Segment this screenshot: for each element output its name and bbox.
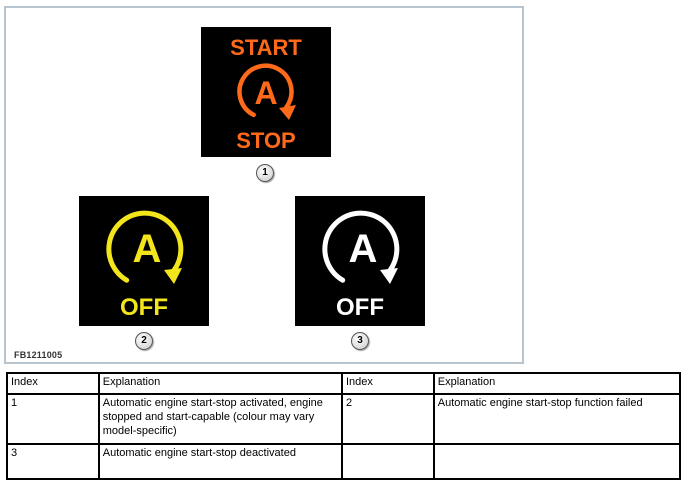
header-index: Index (342, 373, 434, 394)
callout-1: 1 (256, 164, 274, 182)
start-stop-symbol (201, 27, 331, 157)
stop-label: STOP (236, 128, 296, 153)
arrow-head-icon (164, 268, 182, 284)
auto-off-white-symbol (295, 196, 425, 326)
start-label: START (230, 35, 302, 60)
header-explanation: Explanation (434, 373, 680, 394)
auto-off-yellow-symbol (79, 196, 209, 326)
auto-off-failed-indicator-panel (79, 196, 209, 326)
off-label: OFF (120, 294, 168, 321)
explanation-cell: Automatic engine start-stop activated, engine stopped and start-capable (colour may vary model-specific) (99, 394, 342, 444)
callout-2: 2 (135, 332, 153, 350)
start-stop-indicator-panel (201, 27, 331, 157)
index-cell: 1 (7, 394, 99, 444)
arrow-head-icon (380, 268, 398, 284)
auto-off-deactivated-indicator-panel (295, 196, 425, 326)
table-row (7, 394, 680, 444)
explanation-cell: Automatic engine start-stop deactivated (99, 444, 342, 479)
index-cell: 3 (7, 444, 99, 479)
index-cell: 2 (342, 394, 434, 444)
figure-code: FB1211005 (14, 350, 63, 360)
header-explanation: Explanation (99, 373, 342, 394)
off-label: OFF (336, 294, 384, 321)
arrow-head-icon (279, 105, 296, 120)
header-index: Index (7, 373, 99, 394)
figure-frame (4, 6, 524, 364)
table-row (7, 444, 680, 479)
explanation-cell (434, 444, 680, 479)
a-letter: A (254, 75, 278, 111)
index-cell (342, 444, 434, 479)
table-header-row (7, 373, 680, 394)
a-letter: A (132, 227, 162, 271)
a-letter: A (348, 227, 378, 271)
callout-3: 3 (351, 332, 369, 350)
legend-table (6, 372, 681, 480)
explanation-cell: Automatic engine start-stop function failed (434, 394, 680, 444)
